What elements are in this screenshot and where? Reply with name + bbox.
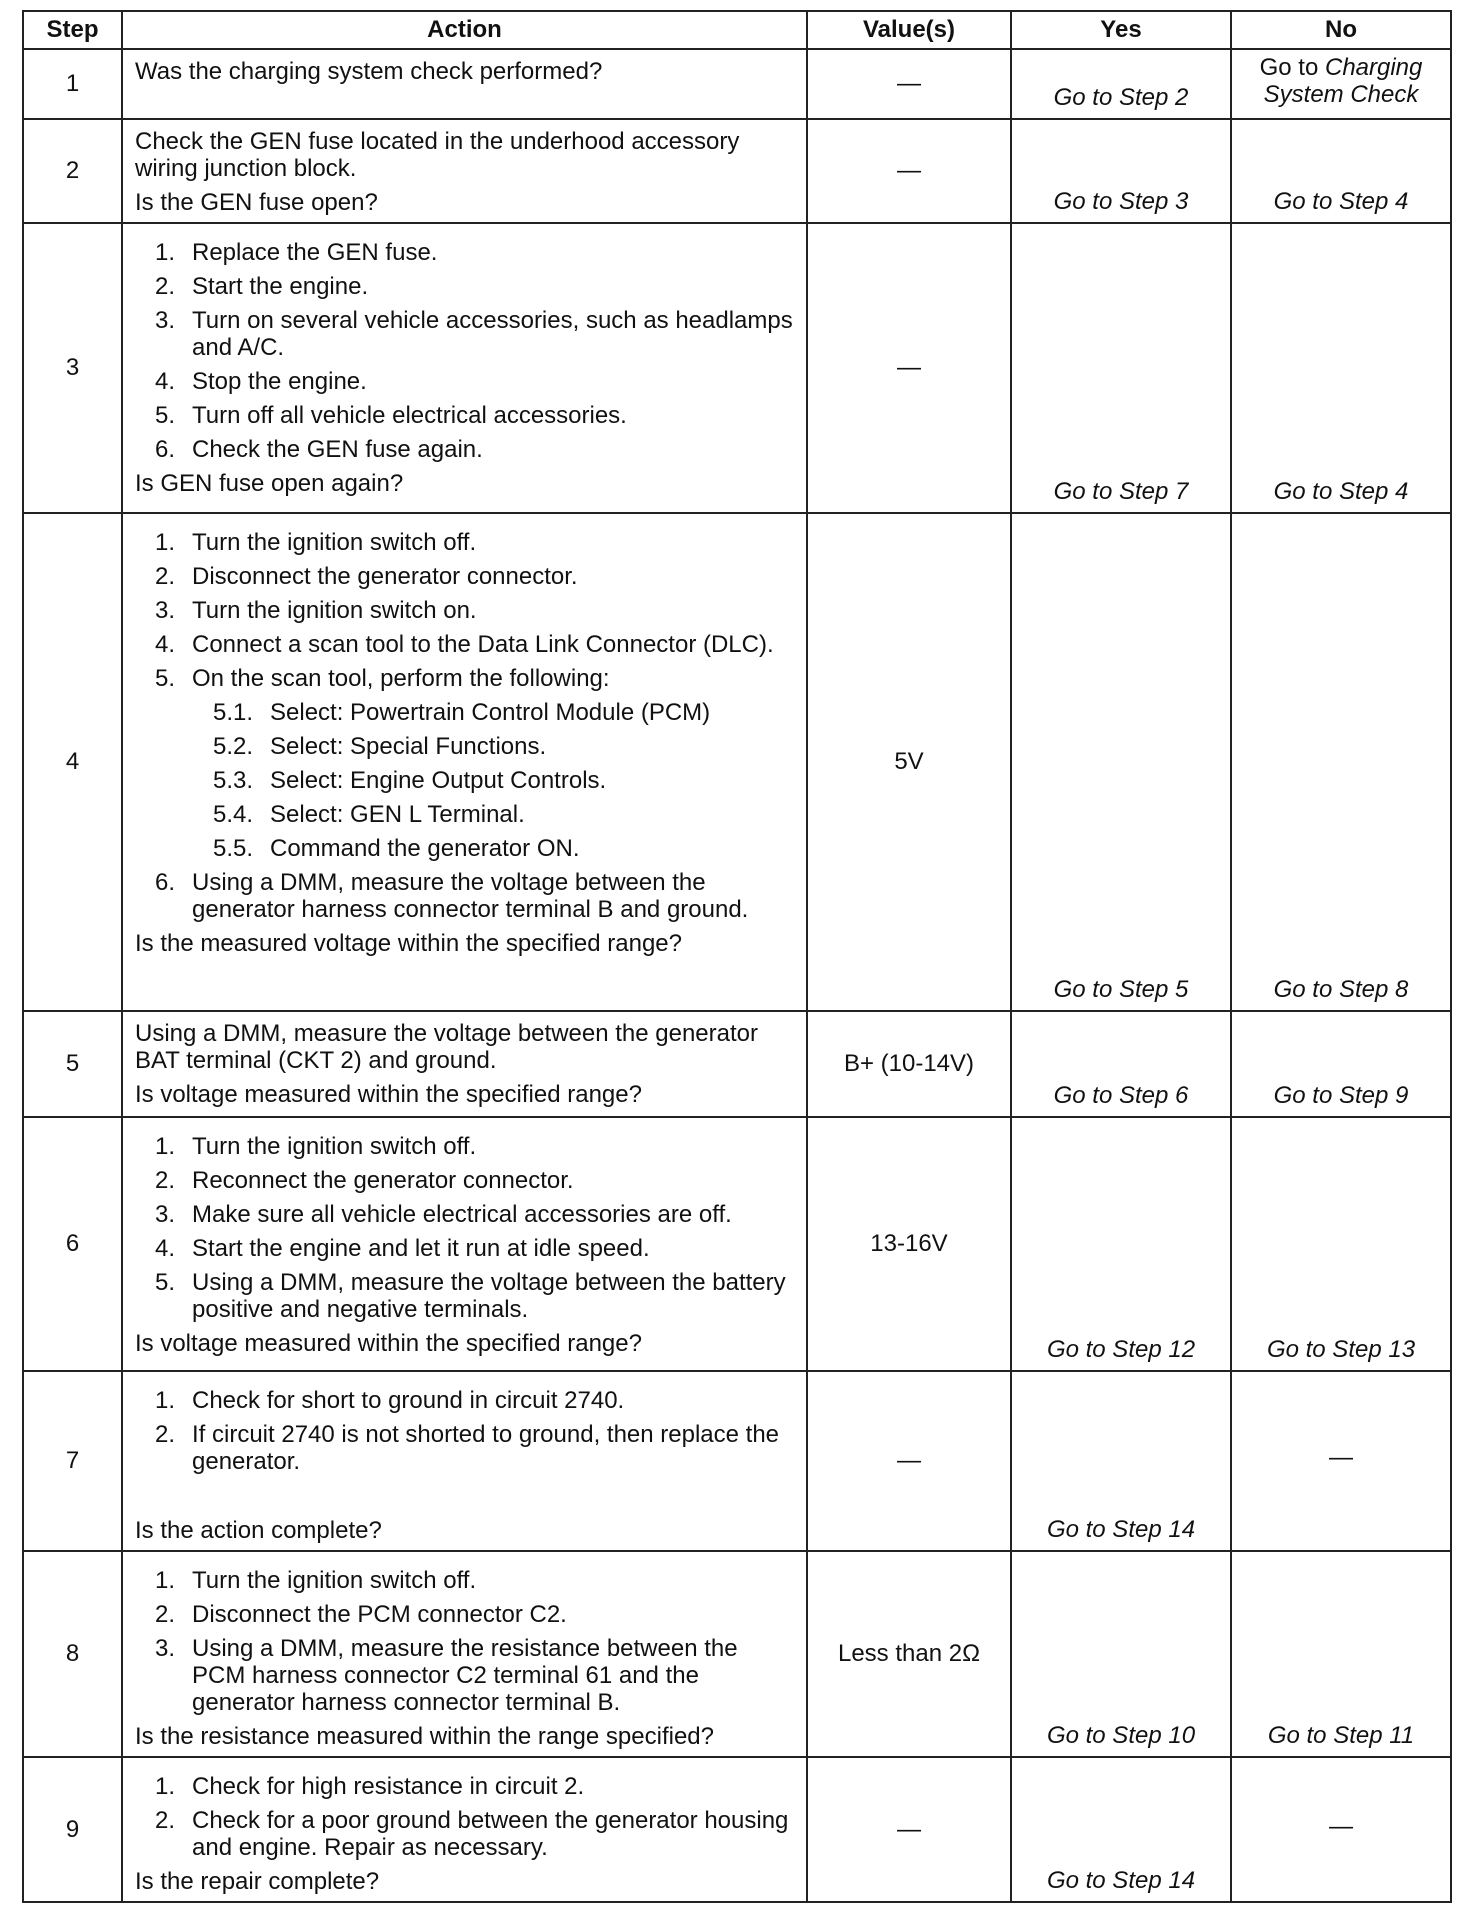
no-prefix: Go to [1259,54,1325,81]
header-step: Step [23,11,122,49]
action-list [135,239,796,463]
value-cell: 5V [807,513,1011,1011]
no-cell: Go to Step 4 [1231,223,1451,513]
table-row [23,513,1451,1011]
no-cell: Go to Step 11 [1231,1551,1451,1757]
list-item: 6. Using a DMM, measure the voltage between the generator harness connector terminal B and ground. [155,869,749,923]
step-number: 8 [23,1551,122,1757]
step-number: 6 [23,1117,122,1371]
list-subitem: 5.4. Select: GEN L Terminal. [213,801,525,828]
list-item: 1. Turn the ignition switch off. [155,1133,477,1160]
no-cell: Go to Step 4 [1231,119,1451,223]
list-item: 2. If circuit 2740 is not shorted to ground, then replace the generator. [155,1421,780,1475]
action-cell [122,1117,807,1371]
step-number: 4 [23,513,122,1011]
yes-cell: Go to Step 7 [1011,223,1231,513]
yes-cell: Go to Step 2 [1011,49,1231,119]
step-number: 1 [23,49,122,119]
table-row [23,1011,1451,1117]
table-row [23,1371,1451,1551]
action-question: Is the measured voltage within the specified range? [135,930,682,957]
list-subitem: 5.2. Select: Special Functions. [213,733,547,760]
action-cell [122,1011,807,1117]
action-list [135,1567,796,1716]
action-cell [122,119,807,223]
step-number: 9 [23,1757,122,1902]
table-row [23,223,1451,513]
table-row [23,1551,1451,1757]
value-cell: — [807,119,1011,223]
yes-cell: Go to Step 12 [1011,1117,1231,1371]
action-cell [122,513,807,1011]
list-item: 3. Turn the ignition switch on. [155,597,477,624]
header-no: No [1231,11,1451,49]
action-question: Is the action complete? [135,1517,382,1544]
step-number: 2 [23,119,122,223]
list-item: 4. Stop the engine. [155,368,367,395]
value-cell: — [807,49,1011,119]
list-item: 2. Disconnect the PCM connector C2. [155,1601,567,1628]
action-text: Was the charging system check performed? [135,58,603,85]
list-item: 6. Check the GEN fuse again. [155,436,483,463]
yes-cell: Go to Step 14 [1011,1757,1231,1902]
action-question: Is the repair complete? [135,1868,380,1895]
header-values: Value(s) [807,11,1011,49]
no-cell: — [1231,1371,1451,1551]
list-item: 2. Start the engine. [155,273,369,300]
action-question: Is GEN fuse open again? [135,470,404,497]
list-item: 5. On the scan tool, perform the following: [155,665,610,692]
list-item: 5. Turn off all vehicle electrical accessories. [155,402,627,429]
action-cell [122,49,807,119]
list-item: 4. Start the engine and let it run at idle speed. [155,1235,650,1262]
step-number: 3 [23,223,122,513]
list-item: 1. Check for short to ground in circuit 2740. [155,1387,625,1414]
list-item: 4. Connect a scan tool to the Data Link Connector (DLC). [155,631,774,658]
no-cell: — [1231,1757,1451,1902]
list-item: 1. Check for high resistance in circuit 2. [155,1773,585,1800]
yes-cell: Go to Step 14 [1011,1371,1231,1551]
action-text: Check the GEN fuse located in the underhood accessory wiring junction block. [135,128,740,182]
list-item: 1. Replace the GEN fuse. [155,239,438,266]
action-cell [122,1551,807,1757]
no-link: Charging System Check [1263,54,1423,108]
list-item: 2. Disconnect the generator connector. [155,563,578,590]
action-question: Is the GEN fuse open? [135,189,378,216]
action-list [135,1773,796,1861]
table-row [23,119,1451,223]
table-row [23,1117,1451,1371]
no-cell: Go to Step 9 [1231,1011,1451,1117]
action-question: Is the resistance measured within the range specified? [135,1723,714,1750]
action-cell [122,223,807,513]
step-number: 5 [23,1011,122,1117]
yes-cell: Go to Step 10 [1011,1551,1231,1757]
value-cell: — [807,223,1011,513]
table-row [23,49,1451,119]
header-yes: Yes [1011,11,1231,49]
table-row [23,1757,1451,1902]
yes-cell: Go to Step 6 [1011,1011,1231,1117]
no-cell: Go to Step 13 [1231,1117,1451,1371]
list-item: 3. Make sure all vehicle electrical accessories are off. [155,1201,732,1228]
action-list [135,1133,796,1323]
list-subitem: 5.5. Command the generator ON. [213,835,580,862]
list-item: 2. Check for a poor ground between the generator housing and engine. Repair as necessary. [155,1807,789,1861]
list-item: 5. Using a DMM, measure the voltage between the battery positive and negative terminals. [155,1269,786,1323]
action-cell [122,1371,807,1551]
header-row [23,11,1451,49]
diagnostic-table [22,10,1452,1903]
list-subitem: 5.1. Select: Powertrain Control Module (PCM) [213,699,711,726]
no-cell: Go to Step 8 [1231,513,1451,1011]
yes-cell: Go to Step 3 [1011,119,1231,223]
list-item: 1. Turn the ignition switch off. [155,1567,477,1594]
step-number: 7 [23,1371,122,1551]
blank-space [135,1482,796,1510]
list-item: 3. Turn on several vehicle accessories, such as headlamps and A/C. [155,307,793,361]
no-cell [1231,49,1451,119]
value-cell: — [807,1371,1011,1551]
yes-cell: Go to Step 5 [1011,513,1231,1011]
value-cell: B+ (10-14V) [807,1011,1011,1117]
list-item: 1. Turn the ignition switch off. [155,529,477,556]
action-question: Is voltage measured within the specified range? [135,1081,642,1108]
action-cell [122,1757,807,1902]
value-cell: 13-16V [807,1117,1011,1371]
value-cell: — [807,1757,1011,1902]
list-item: 2. Reconnect the generator connector. [155,1167,574,1194]
header-action: Action [122,11,807,49]
list-subitem: 5.3. Select: Engine Output Controls. [213,767,607,794]
action-list [135,1387,796,1475]
action-list [135,529,796,923]
value-cell: Less than 2Ω [807,1551,1011,1757]
list-item: 3. Using a DMM, measure the resistance between the PCM harness connector C2 terminal 61 and the generator harness connector terminal B. [155,1635,738,1716]
action-question: Is voltage measured within the specified range? [135,1330,642,1357]
action-text: Using a DMM, measure the voltage between the generator BAT terminal (CKT 2) and ground. [135,1020,759,1074]
